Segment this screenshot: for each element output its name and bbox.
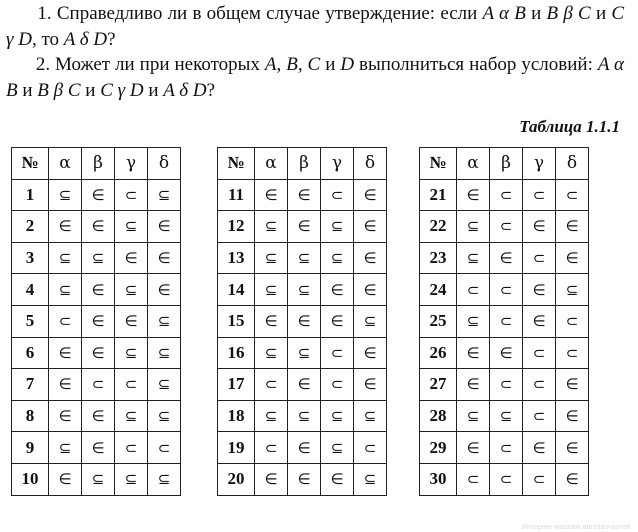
- beta-cell: ∈: [288, 179, 321, 211]
- delta-cell: ⊂: [556, 337, 589, 369]
- conjunction: и: [22, 80, 33, 101]
- alpha-cell: ∈: [255, 305, 288, 337]
- alpha-cell: ∈: [49, 400, 82, 432]
- variable-d: D: [340, 54, 355, 75]
- header-beta: β: [288, 148, 321, 180]
- alpha-cell: ⊂: [255, 369, 288, 401]
- alpha-cell: ⊂: [457, 463, 490, 495]
- beta-cell: ∈: [82, 274, 115, 306]
- row-number: 15: [218, 305, 255, 337]
- alpha-cell: ∈: [49, 211, 82, 243]
- gamma-cell: ∈: [321, 274, 354, 306]
- row-number: 28: [420, 400, 457, 432]
- beta-cell: ⊂: [490, 211, 523, 243]
- alpha-cell: ⊆: [49, 432, 82, 464]
- header-alpha: α: [457, 148, 490, 180]
- beta-cell: ∈: [490, 337, 523, 369]
- gamma-cell: ∈: [523, 305, 556, 337]
- table-row: [420, 274, 589, 306]
- delta-cell: ⊂: [148, 432, 181, 464]
- beta-cell: ∈: [288, 463, 321, 495]
- gamma-cell: ⊂: [523, 463, 556, 495]
- gamma-cell: ⊆: [321, 400, 354, 432]
- delta-cell: ⊆: [354, 463, 387, 495]
- gamma-cell: ∈: [321, 463, 354, 495]
- header-row: [218, 148, 387, 180]
- header-gamma: γ: [115, 148, 148, 180]
- gamma-cell: ⊂: [523, 400, 556, 432]
- table-row: [420, 432, 589, 464]
- beta-cell: ∈: [82, 432, 115, 464]
- header-beta: β: [82, 148, 115, 180]
- gamma-cell: ⊂: [523, 337, 556, 369]
- table-row: [218, 369, 387, 401]
- alpha-cell: ∈: [457, 337, 490, 369]
- alpha-cell: ∈: [457, 432, 490, 464]
- row-number: 24: [420, 274, 457, 306]
- question-2-text-2: выполниться набор условий:: [359, 54, 593, 75]
- gamma-cell: ⊂: [321, 337, 354, 369]
- gamma-cell: ⊂: [523, 369, 556, 401]
- header-delta: δ: [354, 148, 387, 180]
- alpha-cell: ⊂: [49, 305, 82, 337]
- row-number: 7: [12, 369, 49, 401]
- table-row: [420, 211, 589, 243]
- gamma-cell: ∈: [523, 274, 556, 306]
- header-alpha: α: [255, 148, 288, 180]
- delta-cell: ∈: [354, 369, 387, 401]
- variants-table-2: [217, 147, 387, 496]
- delta-cell: ∈: [354, 179, 387, 211]
- alpha-cell: ∈: [255, 179, 288, 211]
- delta-cell: ⊆: [148, 400, 181, 432]
- alpha-cell: ⊆: [255, 337, 288, 369]
- header-delta: δ: [148, 148, 181, 180]
- gamma-cell: ∈: [523, 211, 556, 243]
- beta-cell: ⊂: [490, 369, 523, 401]
- delta-cell: ∈: [354, 211, 387, 243]
- alpha-cell: ⊆: [49, 242, 82, 274]
- row-number: 22: [420, 211, 457, 243]
- delta-cell: ∈: [148, 211, 181, 243]
- table-row: [218, 211, 387, 243]
- delta-cell: ∈: [556, 463, 589, 495]
- watermark: Интернет-магазин автозапчастей: [522, 524, 630, 531]
- delta-cell: ⊆: [148, 305, 181, 337]
- alpha-cell: ∈: [49, 337, 82, 369]
- table-row: [218, 432, 387, 464]
- row-number: 5: [12, 305, 49, 337]
- beta-cell: ⊂: [490, 463, 523, 495]
- table-row: [12, 211, 181, 243]
- alpha-cell: ∈: [49, 369, 82, 401]
- table-row: [420, 400, 589, 432]
- delta-cell: ∈: [148, 242, 181, 274]
- delta-cell: ∈: [556, 400, 589, 432]
- alpha-cell: ⊆: [457, 211, 490, 243]
- gamma-cell: ⊆: [321, 432, 354, 464]
- alpha-cell: ∈: [457, 369, 490, 401]
- header-row: [12, 148, 181, 180]
- delta-cell: ⊆: [148, 369, 181, 401]
- alpha-cell: ∈: [255, 463, 288, 495]
- beta-cell: ∈: [288, 432, 321, 464]
- header-delta: δ: [556, 148, 589, 180]
- alpha-cell: ⊂: [255, 432, 288, 464]
- delta-cell: ∈: [354, 242, 387, 274]
- variants-table-3: [419, 147, 589, 496]
- relation-c-gamma-d: C γ D: [6, 3, 625, 50]
- beta-cell: ⊂: [490, 179, 523, 211]
- table-row: [218, 242, 387, 274]
- table-row: [218, 400, 387, 432]
- beta-cell: ⊂: [490, 305, 523, 337]
- beta-cell: ∈: [82, 179, 115, 211]
- delta-cell: ⊂: [556, 305, 589, 337]
- conjunction: и: [325, 54, 336, 75]
- conjunction: и: [85, 80, 96, 101]
- delta-cell: ∈: [556, 432, 589, 464]
- row-number: 23: [420, 242, 457, 274]
- beta-cell: ∈: [288, 211, 321, 243]
- delta-cell: ∈: [556, 369, 589, 401]
- row-number: 26: [420, 337, 457, 369]
- delta-cell: ⊂: [556, 179, 589, 211]
- alpha-cell: ∈: [457, 179, 490, 211]
- gamma-cell: ⊂: [115, 369, 148, 401]
- beta-cell: ⊆: [82, 463, 115, 495]
- gamma-cell: ⊆: [115, 463, 148, 495]
- alpha-cell: ⊆: [49, 274, 82, 306]
- row-number: 1: [12, 179, 49, 211]
- alpha-cell: ⊂: [457, 274, 490, 306]
- row-number: 25: [420, 305, 457, 337]
- alpha-cell: ⊆: [457, 305, 490, 337]
- gamma-cell: ∈: [523, 432, 556, 464]
- question-1-text: 1. Справедливо ли в общем случае утверждение: если: [37, 3, 478, 24]
- header-number: №: [420, 148, 457, 180]
- row-number: 20: [218, 463, 255, 495]
- alpha-cell: ⊆: [49, 179, 82, 211]
- beta-cell: ⊂: [490, 274, 523, 306]
- alpha-cell: ⊆: [255, 242, 288, 274]
- question-2-text: 2. Может ли при некоторых: [35, 54, 260, 75]
- row-number: 6: [12, 337, 49, 369]
- relation-c-gamma-d: C γ D: [100, 80, 144, 101]
- alpha-cell: ⊆: [255, 400, 288, 432]
- gamma-cell: ⊆: [115, 400, 148, 432]
- gamma-cell: ∈: [321, 305, 354, 337]
- row-number: 12: [218, 211, 255, 243]
- row-number: 17: [218, 369, 255, 401]
- row-number: 4: [12, 274, 49, 306]
- beta-cell: ⊂: [82, 369, 115, 401]
- relation-a-delta-d: A δ D: [163, 80, 207, 101]
- table-row: [12, 305, 181, 337]
- header-number: №: [218, 148, 255, 180]
- row-number: 18: [218, 400, 255, 432]
- table-row: [12, 432, 181, 464]
- gamma-cell: ⊆: [321, 242, 354, 274]
- variants-table-1: [11, 147, 181, 496]
- question-mark: ?: [107, 29, 116, 50]
- question-mark: ?: [206, 80, 216, 101]
- row-number: 19: [218, 432, 255, 464]
- beta-cell: ∈: [82, 337, 115, 369]
- row-number: 8: [12, 400, 49, 432]
- table-row: [420, 369, 589, 401]
- beta-cell: ⊆: [288, 274, 321, 306]
- beta-cell: ∈: [288, 369, 321, 401]
- beta-cell: ⊂: [490, 432, 523, 464]
- gamma-cell: ⊂: [523, 179, 556, 211]
- beta-cell: ∈: [82, 305, 115, 337]
- table-row: [218, 274, 387, 306]
- alpha-cell: ⊆: [255, 211, 288, 243]
- delta-cell: ⊆: [148, 463, 181, 495]
- delta-cell: ∈: [148, 274, 181, 306]
- gamma-cell: ⊆: [321, 211, 354, 243]
- beta-cell: ∈: [288, 305, 321, 337]
- then-word: , то: [31, 29, 60, 50]
- header-number: №: [12, 148, 49, 180]
- relation-b-beta-c: B β C: [546, 3, 591, 24]
- delta-cell: ∈: [354, 274, 387, 306]
- delta-cell: ⊆: [354, 305, 387, 337]
- alpha-cell: ⊆: [457, 400, 490, 432]
- conjunction: и: [595, 3, 607, 24]
- table-row: [12, 463, 181, 495]
- variables-abc: A, B, C: [264, 54, 321, 75]
- row-number: 3: [12, 242, 49, 274]
- table-row: [12, 400, 181, 432]
- beta-cell: ∈: [82, 211, 115, 243]
- gamma-cell: ⊆: [115, 337, 148, 369]
- table-row: [420, 179, 589, 211]
- alpha-cell: ∈: [49, 463, 82, 495]
- row-number: 30: [420, 463, 457, 495]
- table-row: [12, 337, 181, 369]
- header-gamma: γ: [321, 148, 354, 180]
- gamma-cell: ⊆: [115, 211, 148, 243]
- beta-cell: ⊆: [288, 242, 321, 274]
- header-gamma: γ: [523, 148, 556, 180]
- delta-cell: ⊆: [148, 179, 181, 211]
- header-beta: β: [490, 148, 523, 180]
- gamma-cell: ⊆: [115, 274, 148, 306]
- beta-cell: ∈: [490, 242, 523, 274]
- table-row: [420, 305, 589, 337]
- gamma-cell: ∈: [115, 242, 148, 274]
- table-row: [218, 305, 387, 337]
- delta-cell: ∈: [556, 211, 589, 243]
- row-number: 9: [12, 432, 49, 464]
- row-number: 10: [12, 463, 49, 495]
- table-caption: Таблица 1.1.1: [519, 117, 620, 136]
- gamma-cell: ∈: [115, 305, 148, 337]
- row-number: 21: [420, 179, 457, 211]
- conjunction: и: [531, 3, 542, 24]
- row-number: 29: [420, 432, 457, 464]
- row-number: 2: [12, 211, 49, 243]
- row-number: 11: [218, 179, 255, 211]
- beta-cell: ⊆: [82, 242, 115, 274]
- beta-cell: ⊆: [288, 400, 321, 432]
- gamma-cell: ⊂: [115, 179, 148, 211]
- row-number: 27: [420, 369, 457, 401]
- table-row: [12, 242, 181, 274]
- relation-a-alpha-b: A α B: [6, 54, 625, 101]
- gamma-cell: ⊂: [115, 432, 148, 464]
- delta-cell: ⊆: [148, 337, 181, 369]
- row-number: 16: [218, 337, 255, 369]
- gamma-cell: ⊂: [321, 179, 354, 211]
- relation-a-alpha-b: A α B: [482, 3, 526, 24]
- table-row: [420, 463, 589, 495]
- table-row: [420, 242, 589, 274]
- beta-cell: ⊆: [490, 400, 523, 432]
- beta-cell: ∈: [82, 400, 115, 432]
- delta-cell: ∈: [354, 337, 387, 369]
- relation-a-delta-d: A δ D: [63, 29, 108, 50]
- table-row: [420, 337, 589, 369]
- table-row: [218, 463, 387, 495]
- row-number: 13: [218, 242, 255, 274]
- gamma-cell: ⊂: [321, 369, 354, 401]
- delta-cell: ⊂: [354, 432, 387, 464]
- question-1: [6, 1, 624, 53]
- header-row: [420, 148, 589, 180]
- delta-cell: ⊆: [354, 400, 387, 432]
- table-row: [218, 337, 387, 369]
- gamma-cell: ⊂: [523, 242, 556, 274]
- table-row: [12, 179, 181, 211]
- question-2: [6, 52, 624, 104]
- table-row: [12, 274, 181, 306]
- alpha-cell: ⊆: [255, 274, 288, 306]
- delta-cell: ⊆: [556, 274, 589, 306]
- conjunction: и: [148, 80, 159, 101]
- beta-cell: ⊆: [288, 337, 321, 369]
- delta-cell: ∈: [556, 242, 589, 274]
- relation-b-beta-c: B β C: [37, 80, 81, 101]
- row-number: 14: [218, 274, 255, 306]
- header-alpha: α: [49, 148, 82, 180]
- table-row: [12, 369, 181, 401]
- alpha-cell: ⊆: [457, 242, 490, 274]
- table-row: [218, 179, 387, 211]
